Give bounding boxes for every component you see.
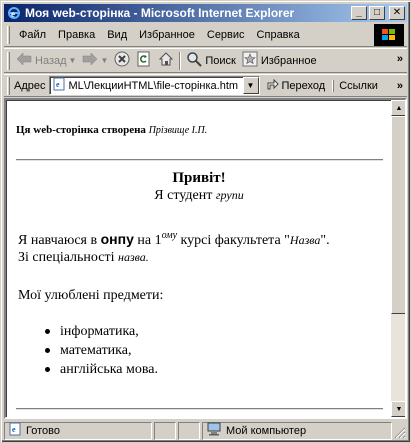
go-arrow-icon	[265, 77, 279, 94]
maximize-button[interactable]: □	[369, 6, 385, 20]
toolbar-grip[interactable]	[7, 26, 10, 44]
refresh-icon	[136, 51, 152, 70]
security-zone	[202, 422, 392, 440]
status-cell	[154, 422, 176, 440]
list-item	[18, 322, 158, 341]
student-line	[8, 188, 390, 204]
greeting-heading: Привіт!	[172, 170, 226, 186]
resize-grip-icon[interactable]	[394, 427, 406, 439]
toolbar-grip[interactable]	[7, 77, 10, 95]
forward-arrow-icon	[82, 52, 98, 69]
menu-bar	[4, 23, 407, 47]
faculty-name: Назва	[289, 233, 321, 247]
address-dropdown-icon[interactable]: ▼	[243, 77, 259, 94]
back-button[interactable]	[13, 50, 79, 72]
horizontal-rule	[16, 159, 383, 161]
content-viewport	[4, 98, 407, 419]
search-icon	[186, 51, 202, 70]
creator-name: Прізвище І.П.	[148, 125, 208, 136]
page-icon	[52, 77, 66, 94]
menu-edit[interactable]: Правка	[58, 28, 96, 41]
bullet-icon	[45, 329, 50, 334]
ordinal-suffix: ому	[161, 230, 178, 241]
home-icon	[158, 51, 174, 70]
favorites-label: Избранное	[260, 54, 317, 67]
student-prefix: Я студент	[154, 188, 213, 203]
links-overflow-chevron[interactable]: »	[396, 80, 403, 92]
web-page	[8, 102, 390, 417]
computer-icon	[206, 422, 222, 439]
subjects-list	[18, 322, 158, 379]
menu-view[interactable]: Вид	[107, 28, 128, 41]
ie-icon	[6, 5, 22, 21]
study-text-4: ".	[320, 233, 330, 248]
scroll-up-icon[interactable]: ▲	[391, 100, 407, 116]
bullet-icon	[45, 367, 50, 372]
creator-line	[16, 124, 207, 136]
go-button[interactable]	[265, 77, 326, 94]
list-item	[18, 341, 158, 360]
vertical-scrollbar[interactable]	[391, 100, 407, 417]
home-button[interactable]	[155, 50, 177, 72]
links-button[interactable]: Ссылки	[333, 80, 378, 92]
study-text-2: на 1	[137, 233, 162, 248]
page-done-icon	[8, 422, 22, 439]
stop-icon	[114, 51, 130, 70]
address-input[interactable]	[49, 76, 260, 95]
study-text-3: курсі факультета "	[180, 233, 290, 248]
study-text-1: Я навчаюся в	[18, 233, 98, 248]
university-name: онпу	[100, 231, 134, 247]
subject-label: інформатика,	[60, 323, 139, 339]
windows-logo-icon	[374, 24, 404, 46]
search-label: Поиск	[205, 54, 236, 67]
creator-text: Ця web-сторінка створена	[16, 124, 146, 136]
address-bar	[4, 74, 407, 97]
toolbar-grip[interactable]	[7, 52, 10, 70]
forward-button[interactable]	[79, 50, 111, 72]
search-button[interactable]	[183, 50, 238, 72]
toolbar-overflow-chevron[interactable]: »	[396, 53, 403, 65]
status-main	[4, 422, 152, 440]
standard-toolbar	[4, 48, 407, 73]
favorites-button[interactable]	[239, 50, 320, 72]
title-bar[interactable]	[4, 4, 407, 22]
svg-text:e: e	[55, 80, 60, 89]
stop-button[interactable]	[111, 50, 133, 72]
student-group: групи	[215, 188, 244, 202]
back-label: Назад	[35, 54, 67, 67]
study-paragraph	[18, 230, 388, 249]
minimize-button[interactable]: _	[351, 6, 367, 20]
status-bar	[4, 421, 407, 440]
favorites-star-icon	[242, 51, 258, 70]
scroll-thumb[interactable]	[391, 116, 407, 314]
close-button[interactable]: ✕	[389, 6, 405, 20]
window-title: Моя web-сторінка - Microsoft Internet Explorer	[25, 6, 295, 20]
zone-label: Мой компьютер	[226, 424, 307, 437]
status-cell	[178, 422, 200, 440]
horizontal-rule-bottom	[16, 408, 383, 410]
forward-dropdown-icon[interactable]: ▼	[100, 56, 109, 65]
address-value: ML\ЛекцииHTML\file-сторінка.htm	[68, 79, 239, 92]
specialty-line	[18, 250, 149, 266]
refresh-button[interactable]	[133, 50, 155, 72]
scroll-down-icon[interactable]: ▼	[391, 401, 407, 417]
svg-text:e: e	[12, 425, 16, 434]
back-arrow-icon	[16, 52, 32, 69]
subject-label: математика,	[60, 342, 132, 358]
bullet-icon	[45, 348, 50, 353]
menu-favorites[interactable]: Избранное	[139, 28, 195, 41]
favorites-heading: Мої улюблені предмети:	[18, 288, 164, 303]
menu-file[interactable]: Файл	[19, 28, 47, 41]
subject-label: англійська мова.	[60, 361, 159, 377]
address-label: Адрес	[14, 79, 46, 92]
go-label: Переход	[281, 79, 326, 92]
list-item	[18, 360, 158, 379]
specialty-name: назва.	[117, 250, 149, 264]
back-dropdown-icon[interactable]: ▼	[68, 56, 77, 65]
menu-tools[interactable]: Сервис	[206, 28, 245, 41]
specialty-prefix: Зі спеціальності	[18, 250, 115, 265]
status-text: Готово	[26, 424, 60, 437]
menu-help[interactable]: Справка	[256, 28, 300, 41]
svg-text:e: e	[11, 9, 15, 19]
toolbar-separator	[179, 52, 181, 70]
